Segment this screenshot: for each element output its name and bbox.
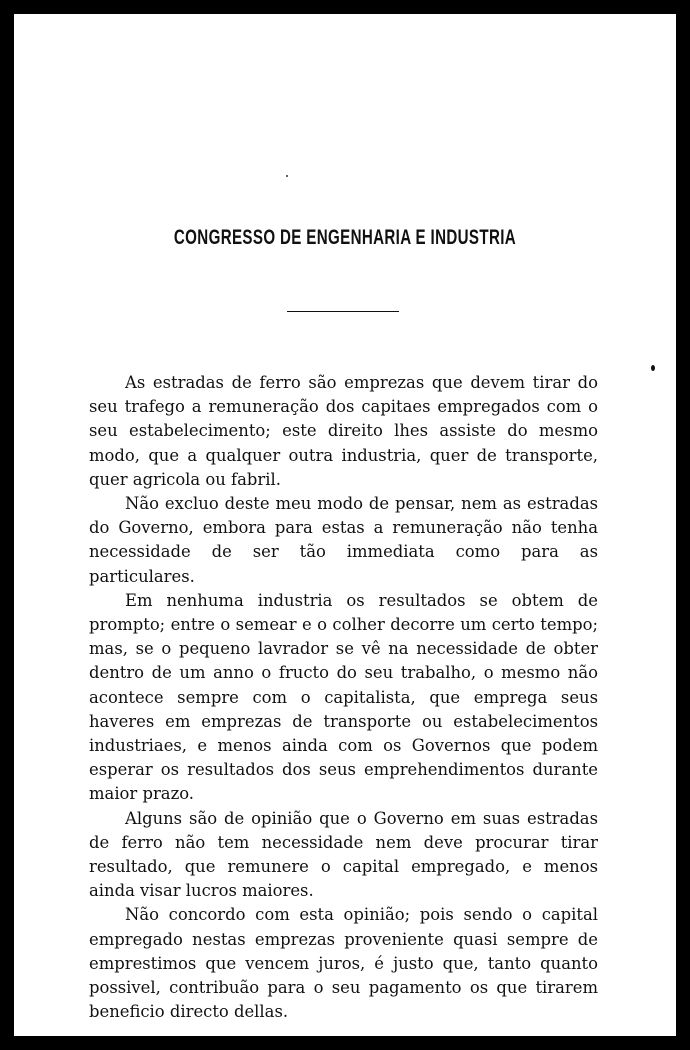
body-text xyxy=(89,371,598,1024)
paragraph: As estradas de ferro são emprezas que devem tirar do seu trafego a remuneração dos capitaes empregados com o seu estabelecimento; este direito lhes assiste do mesmo modo, que a qualquer outra industria, quer de transporte, quer agricola ou fabril. xyxy=(89,373,598,489)
scanned-page xyxy=(14,14,676,1036)
paragraph: Alguns são de opinião que o Governo em suas estradas de ferro não tem necessidade nem deve procurar tirar resultado, que remunere o capital empregado, e menos ainda visar lucros maiores. xyxy=(89,808,598,901)
paragraph: Em nenhuma industria os resultados se obtem de prompto; entre o semear e o colher decorre um certo tempo; mas, se o pequeno lavrador se vê na necessidade de obter dentro de um anno o fructo do seu trabalho, o mesmo não acontece sempre com o capitalista, que emprega seus haveres em emprezas de transporte ou estabelecimentos industriaes, e menos ainda com os Governos que podem esperar os resultados dos seus emprehendimentos durante maior prazo. xyxy=(89,590,598,804)
paragraph: Não excluo deste meu modo de pensar, nem as estradas do Governo, embora para estas a remuneração não tenha necessidade de ser tão immediata como para as particulares. xyxy=(89,494,598,586)
paragraph: Não concordo com esta opinião; pois sendo o capital empregado nestas emprezas proveniente quasi sempre de emprestimos que vencem juros, é justo que, tanto quanto possivel, contribuão para o seu pagamento os que tirarem beneficio directo dellas. xyxy=(89,905,598,1022)
speck-mark xyxy=(286,175,288,177)
margin-mark xyxy=(651,365,655,371)
title-divider xyxy=(287,311,399,312)
page-title: CONGRESSO DE ENGENHARIA E INDUSTRIA xyxy=(173,226,517,249)
